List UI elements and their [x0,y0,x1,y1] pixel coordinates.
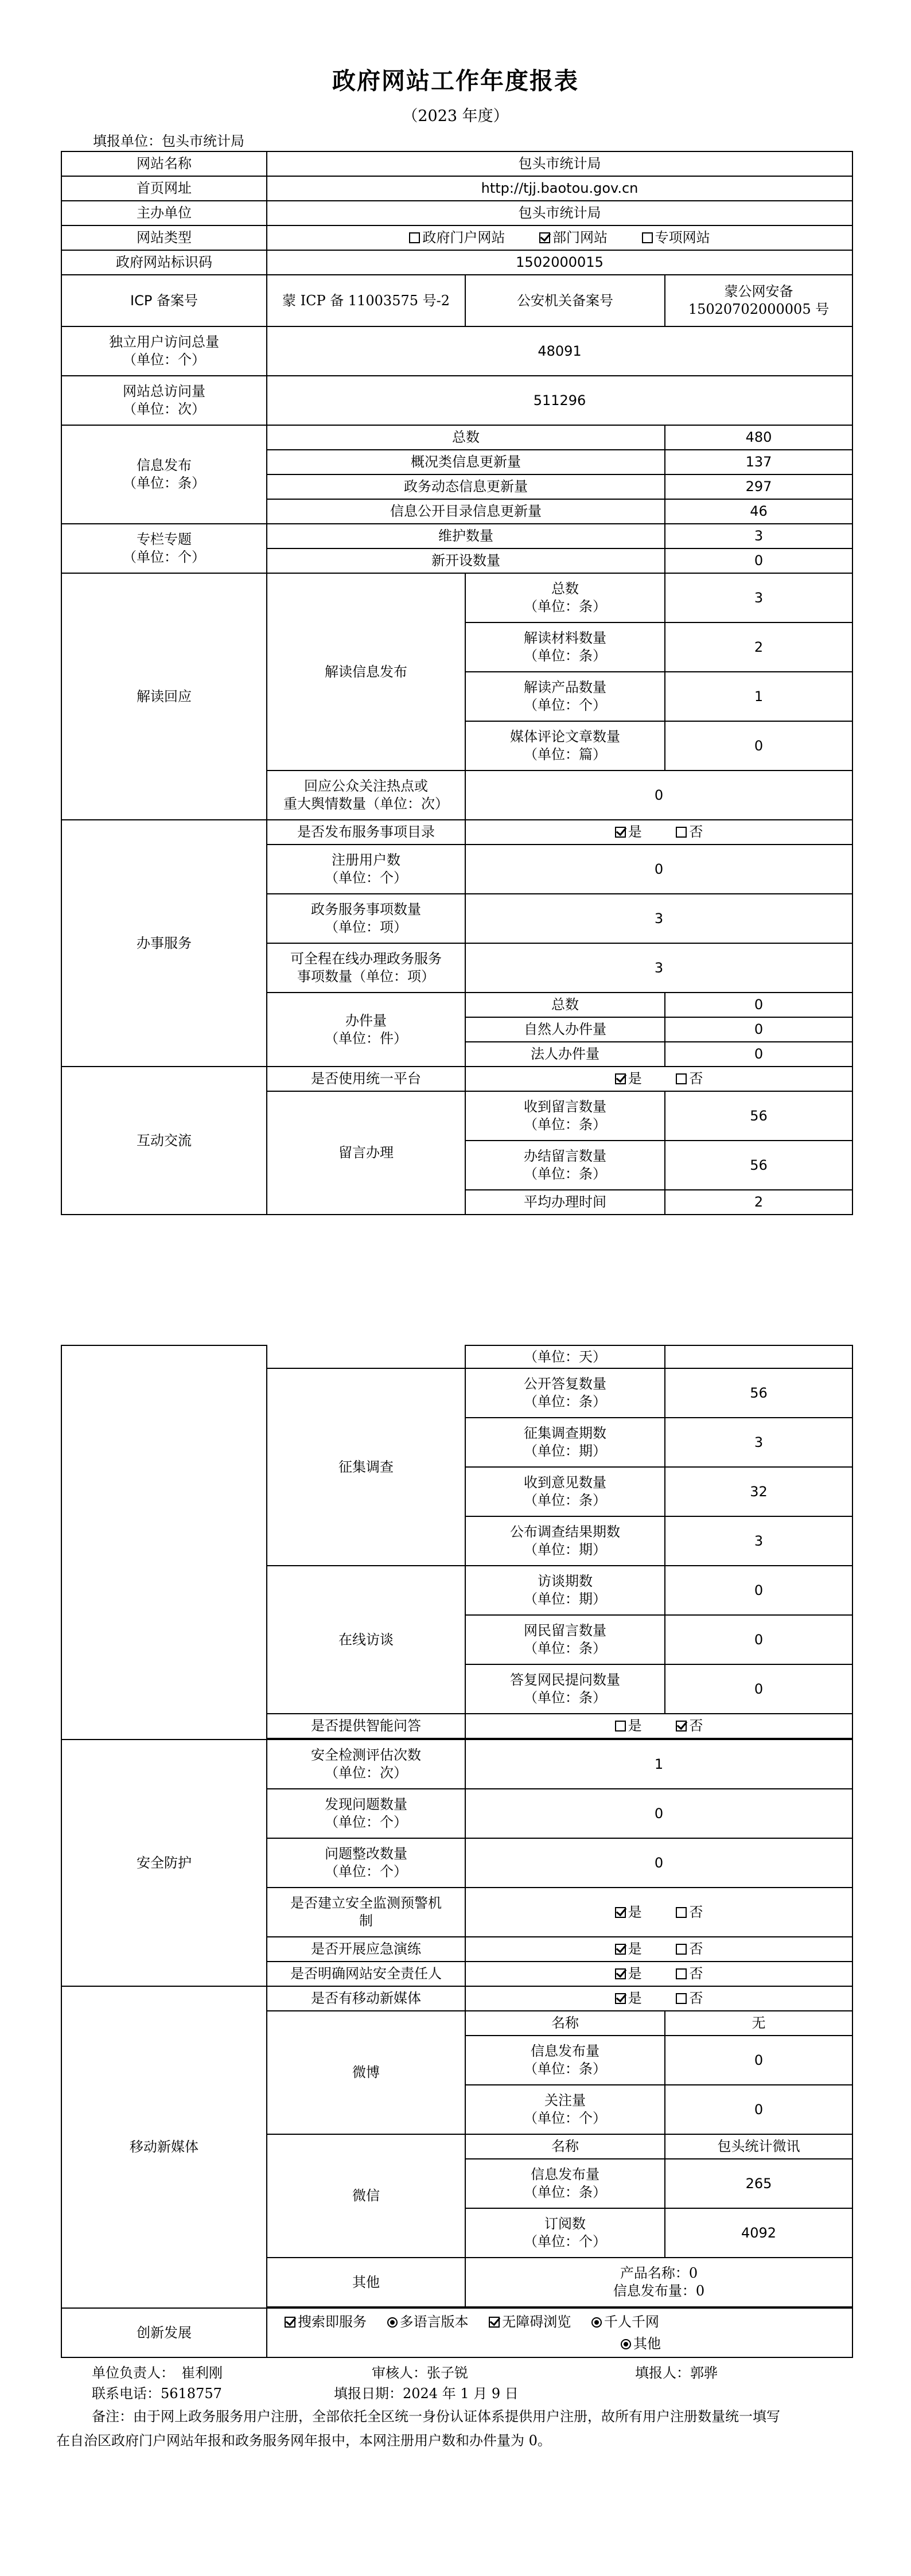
site-type-option[interactable]: 部门网站 [539,229,608,247]
value: 56 [665,1368,852,1418]
row-site-id [61,250,852,275]
value: 3 [465,894,852,943]
security-section-label: 安全防护 [61,1740,267,1986]
row-home-url [61,176,852,201]
row-continued-unit [61,1345,852,1368]
label: 发现问题数量 （单位：个） [267,1789,465,1838]
checkbox-icon [615,1721,626,1731]
radio-dot-icon [387,2317,398,2328]
value: 0 [665,1017,852,1042]
label: 收到留言数量 （单位：条） [465,1091,665,1141]
label: 政务动态信息更新量 [267,474,665,499]
label: 新开设数量 [267,548,665,573]
innovation-option[interactable]: 多语言版本 [387,2311,469,2333]
value: 2 [665,622,852,672]
other-values [465,2258,852,2307]
label: 政府网站标识码 [61,250,267,275]
interview-label: 在线访谈 [267,1566,465,1714]
value: 3 [665,524,852,548]
note-line-1: 备注：由于网上政务服务用户注册，全部依托全区统一身份认证体系提供用户注册，故所有用户注册数量统一填写 [92,2408,780,2425]
interpret-section-label: 解读回应 [61,573,267,820]
value: 0 [465,771,852,820]
interact-section-continued [61,1345,267,1740]
yes-no-choice [465,1962,852,1986]
label: 维护数量 [267,524,665,548]
label: 平均办理时间 [465,1190,665,1215]
value: 4092 [665,2208,852,2258]
row-host [61,201,852,225]
yes-no-choice [465,1714,852,1738]
report-year: （2023 年度） [402,107,509,125]
value: 0 [665,1664,852,1714]
checkbox-icon [409,232,420,243]
site-type-options [267,225,852,250]
site-type-option[interactable]: 政府门户网站 [409,229,505,247]
innovation-option[interactable]: 无障碍浏览 [489,2311,571,2333]
value: 3 [665,573,852,622]
label: 概况类信息更新量 [267,450,665,474]
checkbox-icon [642,232,653,243]
value: 1 [665,672,852,721]
site-type-option[interactable]: 专项网站 [642,229,710,247]
yes-option[interactable]: 是 [615,1965,642,1983]
label: ICP 备案号 [61,275,267,326]
label: 是否发布服务事项目录 [267,820,465,845]
report-table-page-2 [61,1345,853,2358]
wechat-label: 微信 [267,2134,465,2258]
row-service-catalog [61,820,852,845]
no-option[interactable]: 否 [676,1990,703,2007]
no-option[interactable]: 否 [676,1965,703,1983]
label: 法人办件量 [465,1042,665,1067]
value: 0 [665,548,852,573]
value: 2 [665,1190,852,1215]
row-security [61,1740,852,1789]
label: 征集调查期数 （单位：期） [465,1418,665,1467]
checked-checkbox-icon [285,2317,295,2328]
label: 解读材料数量 （单位：条） [465,622,665,672]
label: 首页网址 [61,176,267,201]
innovation-section-label: 创新发展 [61,2308,267,2357]
handle-label: 办件量 （单位：件） [267,993,465,1067]
filling-unit: 填报单位：包头市统计局 [93,133,244,149]
innovation-option[interactable]: 搜索即服务 [285,2311,367,2333]
row-media-has [61,1986,852,2011]
row-interpret [61,573,852,622]
label: 办结留言数量 （单位：条） [465,1141,665,1190]
label: 媒体评论文章数量 （单位：篇） [465,721,665,771]
label: 名称 [465,2011,665,2036]
survey-label: 征集调查 [267,1368,465,1566]
checked-checkbox-icon [676,1721,687,1731]
column-section-label: 专栏专题 （单位：个） [61,524,267,573]
value: 137 [665,450,852,474]
label: （单位：天） [465,1345,665,1368]
label: 公布调查结果期数 （单位：期） [465,1516,665,1566]
report-title: 政府网站工作年度报表 [332,67,579,95]
interact-section-label: 互动交流 [61,1067,267,1215]
checkbox-icon [676,1073,687,1084]
row-visitors [61,326,852,376]
reviewer: 审核人：张子锐 [372,2365,468,2381]
note-line-2: 在自治区政府门户网站年报和政务服务网年报中，本网注册用户数和办件量为 0。 [56,2433,551,2449]
row-unified-platform [61,1067,852,1091]
yes-no-choice [465,1888,852,1937]
police-value: 蒙公网安备 15020702000005 号 [665,275,852,326]
yes-option[interactable]: 是 [615,1070,642,1088]
no-option[interactable]: 否 [676,1940,703,1958]
no-option[interactable]: 否 [676,823,703,841]
value: 0 [665,721,852,771]
yes-no-choice [465,1067,852,1091]
contact-phone: 联系电话：5618757 [92,2386,222,2402]
weibo-label: 微博 [267,2011,465,2134]
label: 公开答复数量 （单位：条） [465,1368,665,1418]
value: 0 [465,1838,852,1888]
message-label: 留言办理 [267,1091,465,1215]
yes-no-choice [465,1937,852,1962]
value: 0 [665,1042,852,1067]
value: 56 [665,1141,852,1190]
value: 32 [665,1467,852,1516]
label: 是否明确网站安全责任人 [267,1962,465,1986]
label: 网站总访问量 （单位：次） [61,376,267,425]
row-column [61,524,852,548]
checked-checkbox-icon [615,1907,626,1918]
row-site-type [61,225,852,250]
yes-no-choice [465,1986,852,2011]
value: 3 [665,1516,852,1566]
yes-option[interactable]: 是 [615,1940,642,1958]
yes-option[interactable]: 是 [615,1990,642,2007]
service-section-label: 办事服务 [61,820,267,1067]
label: 公安机关备案号 [465,275,665,326]
label: 总数 （单位：条） [465,573,665,622]
label: 注册用户数 （单位：个） [267,845,465,894]
label: 自然人办件量 [465,1017,665,1042]
other-product-name: 产品名称：0 [620,2265,698,2281]
report-table-page-1 [61,151,853,1215]
value: 0 [665,1615,852,1664]
label: 收到意见数量 （单位：条） [465,1467,665,1516]
label: 回应公众关注热点或 重大舆情数量（单位：次） [267,771,465,820]
label: 总数 [465,993,665,1017]
info-section-label: 信息发布 （单位：条） [61,425,267,524]
no-option[interactable]: 否 [676,1904,703,1921]
value: 3 [465,943,852,993]
label: 是否开展应急演练 [267,1937,465,1962]
value: 46 [665,499,852,524]
media-section-label: 移动新媒体 [61,1986,267,2308]
label: 总数 [267,425,665,450]
value: 56 [665,1091,852,1141]
yes-option[interactable]: 是 [615,1717,642,1735]
row-icp [61,275,852,326]
label: 信息发布量 （单位：条） [465,2159,665,2208]
checked-checkbox-icon [539,232,550,243]
checked-checkbox-icon [615,1073,626,1084]
value: 297 [665,474,852,499]
row-info [61,425,852,450]
checkbox-icon [676,1907,687,1918]
checked-checkbox-icon [615,1944,626,1955]
label: 名称 [465,2134,665,2159]
other-publish-count: 信息发布量：0 [613,2283,705,2299]
checked-checkbox-icon [489,2317,500,2328]
value: 1 [465,1740,852,1789]
checkbox-icon [676,1968,687,1979]
label: 网民留言数量 （单位：条） [465,1615,665,1664]
label: 访谈期数 （单位：期） [465,1566,665,1615]
label: 是否使用统一平台 [267,1067,465,1091]
label: 可全程在线办理政务服务 事项数量（单位：项） [267,943,465,993]
label: 独立用户访问总量 （单位：个） [61,326,267,376]
visits-value: 511296 [267,376,852,425]
value: 无 [665,2011,852,2036]
label: 主办单位 [61,201,267,225]
label: 是否建立安全监测预警机 制 [267,1888,465,1937]
site-id-value: 1502000015 [267,250,852,275]
innovation-option[interactable]: 其他 [621,2333,661,2355]
radio-dot-icon [621,2339,631,2349]
innovation-option[interactable]: 千人千网 [591,2311,659,2333]
checkbox-icon [676,1944,687,1955]
checkbox-icon [676,827,687,838]
fill-date: 填报日期：2024 年 1 月 9 日 [334,2386,519,2402]
innovation-options [267,2308,852,2357]
checked-checkbox-icon [615,1993,626,2004]
icp-value: 蒙 ICP 备 11003575 号-2 [267,275,465,326]
value: 265 [665,2159,852,2208]
label: 关注量 （单位：个） [465,2085,665,2134]
checked-checkbox-icon [615,827,626,838]
value [665,1345,852,1368]
row-innovation [61,2308,852,2357]
yes-option[interactable]: 是 [615,823,642,841]
unit-leader: 单位负责人： 崔利刚 [92,2365,223,2381]
host-value: 包头市统计局 [267,201,852,225]
site-name-value: 包头市统计局 [267,151,852,176]
label: 信息发布量 （单位：条） [465,2036,665,2085]
no-option[interactable]: 否 [676,1070,703,1088]
label: 政务服务事项数量 （单位：项） [267,894,465,943]
label: 信息公开目录信息更新量 [267,499,665,524]
value: 480 [665,425,852,450]
message-continued [267,1345,465,1368]
no-option[interactable]: 否 [676,1717,703,1735]
row-site-name [61,151,852,176]
label: 是否提供智能问答 [267,1714,465,1738]
visitors-value: 48091 [267,326,852,376]
value: 0 [665,2085,852,2134]
checkbox-icon [676,1993,687,2004]
interpret-sub-label: 解读信息发布 [267,573,465,771]
value: 0 [465,845,852,894]
row-visits [61,376,852,425]
label: 订阅数 （单位：个） [465,2208,665,2258]
checked-checkbox-icon [615,1968,626,1979]
value: 包头统计微讯 [665,2134,852,2159]
radio-dot-icon [591,2317,602,2328]
home-url-value[interactable]: http://tjj.baotou.gov.cn [267,176,852,201]
value: 0 [665,1566,852,1615]
yes-no-choice [465,820,852,845]
label: 网站类型 [61,225,267,250]
label: 是否有移动新媒体 [267,1986,465,2011]
filler-person: 填报人：郭骅 [635,2365,718,2381]
label: 问题整改数量 （单位：个） [267,1838,465,1888]
value: 0 [465,1789,852,1838]
value: 3 [665,1418,852,1467]
label: 网站名称 [61,151,267,176]
label: 答复网民提问数量 （单位：条） [465,1664,665,1714]
value: 0 [665,2036,852,2085]
label: 解读产品数量 （单位：个） [465,672,665,721]
yes-option[interactable]: 是 [615,1904,642,1921]
other-label: 其他 [267,2258,465,2307]
label: 安全检测评估次数 （单位：次） [267,1740,465,1789]
value: 0 [665,993,852,1017]
